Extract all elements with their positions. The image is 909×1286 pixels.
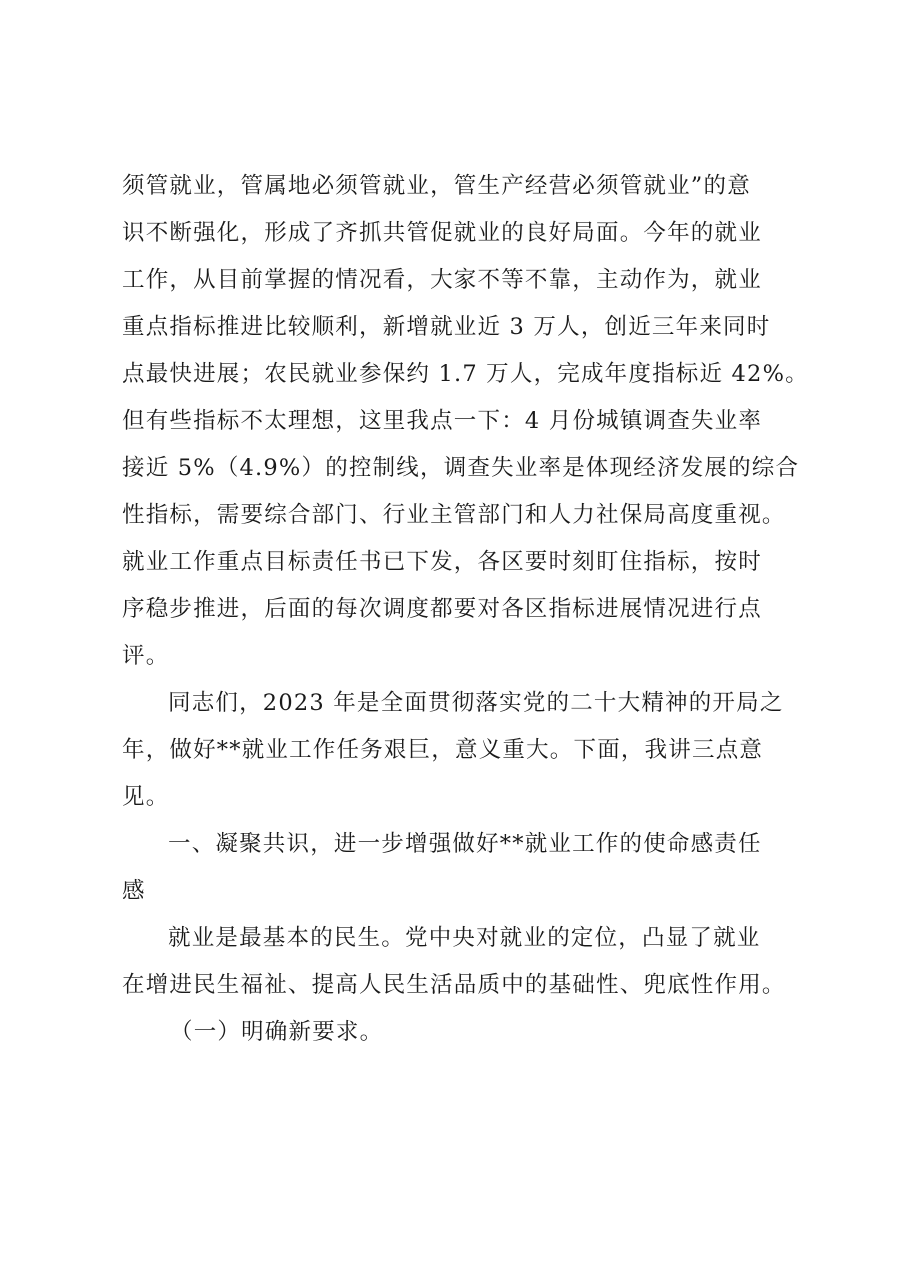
- text-line: 接近 5%（4.9%）的控制线，调查失业率是体现经济发展的综合: [122, 455, 800, 481]
- document-body: [122, 163, 809, 1056]
- text-line: 年，做好**就业工作任务艰巨，意义重大。下面，我讲三点意: [122, 737, 764, 763]
- text-line: 但有些指标不太理想，这里我点一下：4 月份城镇调查失业率: [122, 408, 763, 434]
- text-line: 序稳步推进，后面的每次调度都要对各区指标进展情况进行点: [122, 596, 762, 622]
- text-line: 须管就业，管属地必须管就业，管生产经营必须管就业”的意: [122, 173, 751, 199]
- text-line: 性指标，需要综合部门、行业主管部门和人力社保局高度重视。: [122, 502, 786, 528]
- text-line: 工作，从目前掌握的情况看，大家不等不靠，主动作为，就业: [122, 267, 762, 293]
- paragraph-start-line: 同志们，2023 年是全面贯彻落实党的二十大精神的开局之: [168, 690, 784, 716]
- text-line: 见。: [122, 784, 170, 810]
- text-line: 点最快进展；农民就业参保约 1.7 万人，完成年度指标近 42%。: [122, 361, 809, 387]
- text-line: 就业工作重点目标责任书已下发，各区要时刻盯住指标，按时: [122, 549, 762, 575]
- section-heading-line: 一、凝聚共识，进一步增强做好**就业工作的使命感责任: [168, 831, 762, 857]
- text-line: 在增进民生福祉、提高人民生活品质中的基础性、兜底性作用。: [122, 972, 786, 998]
- text-line: 重点指标推进比较顺利，新增就业近 3 万人，创近三年来同时: [122, 314, 771, 340]
- section-heading-line: 感: [122, 878, 146, 904]
- text-line: 评。: [122, 643, 170, 669]
- subsection-heading-line: （一）明确新要求。: [170, 1019, 384, 1045]
- text-line: 识不断强化，形成了齐抓共管促就业的良好局面。今年的就业: [122, 220, 762, 246]
- paragraph-start-line: 就业是最基本的民生。党中央对就业的定位，凸显了就业: [168, 925, 761, 951]
